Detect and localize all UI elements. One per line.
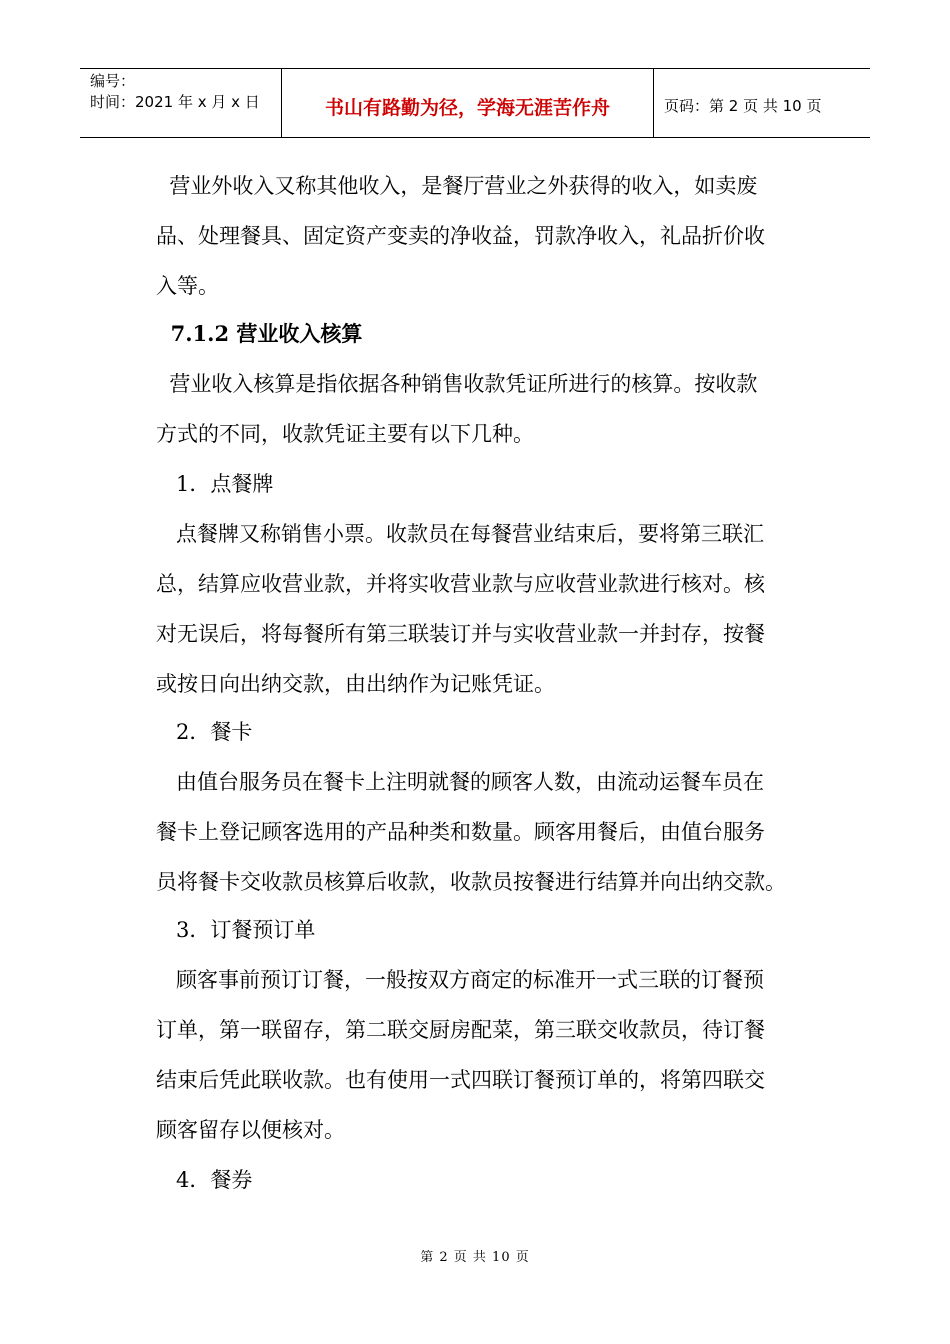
paragraph-meal-card: 由值台服务员在餐卡上注明就餐的顾客人数，由流动运餐车员在 餐卡上登记顾客选用的产品种类和数量。顾客用餐后，由值台服务 员将餐卡交收款员核算后收款，收款员按餐进行结算并向出纳交款。 [156,770,786,894]
item-heading-2: 2．餐卡 [156,720,253,744]
header-meta [80,69,282,137]
paragraph-order-ticket: 点餐牌又称销售小票。收款员在每餐营业结束后，要将第三联汇 总，结算应收营业款，并将实收营业款与应收营业款进行核对。核 对无误后，将每餐所有第三联装订并与实收营业款一并封存，按餐 或按日向出纳交款，由出纳作为记账凭证。 [156,522,765,696]
page-header [80,68,870,138]
header-motto: 书山有路勤为径，学海无涯苦作舟 [282,69,654,137]
item-heading-4: 4．餐券 [156,1168,253,1192]
document-number: 编号： [90,72,136,90]
header-page-info: 页码：第 2 页 共 10 页 [664,96,822,115]
paragraph-non-operating-income: 营业外收入又称其他收入，是餐厅营业之外获得的收入，如卖废 品、处理餐具、固定资产变卖的净收益，罚款净收入，礼品折价收 入等。 [156,174,765,298]
item-heading-1: 1．点餐牌 [156,472,274,496]
paragraph-reservation-order: 顾客事前预订订餐，一般按双方商定的标准开一式三联的订餐预 订单，第一联留存，第二联交厨房配菜，第三联交收款员，待订餐 结束后凭此联收款。也有使用一式四联订餐预订单的，将第四联交 顾客留存以便核对。 [156,968,765,1142]
page-footer: 第 2 页 共 10 页 [420,1250,530,1265]
document-date: 时间：2021 年 x 月 x 日 [90,93,260,111]
item-heading-3: 3．订餐预订单 [156,918,316,942]
paragraph-revenue-accounting: 营业收入核算是指依据各种销售收款凭证所进行的核算。按收款 方式的不同，收款凭证主要有以下几种。 [156,372,758,446]
section-heading: 7.1.2 营业收入核算 [156,321,363,346]
